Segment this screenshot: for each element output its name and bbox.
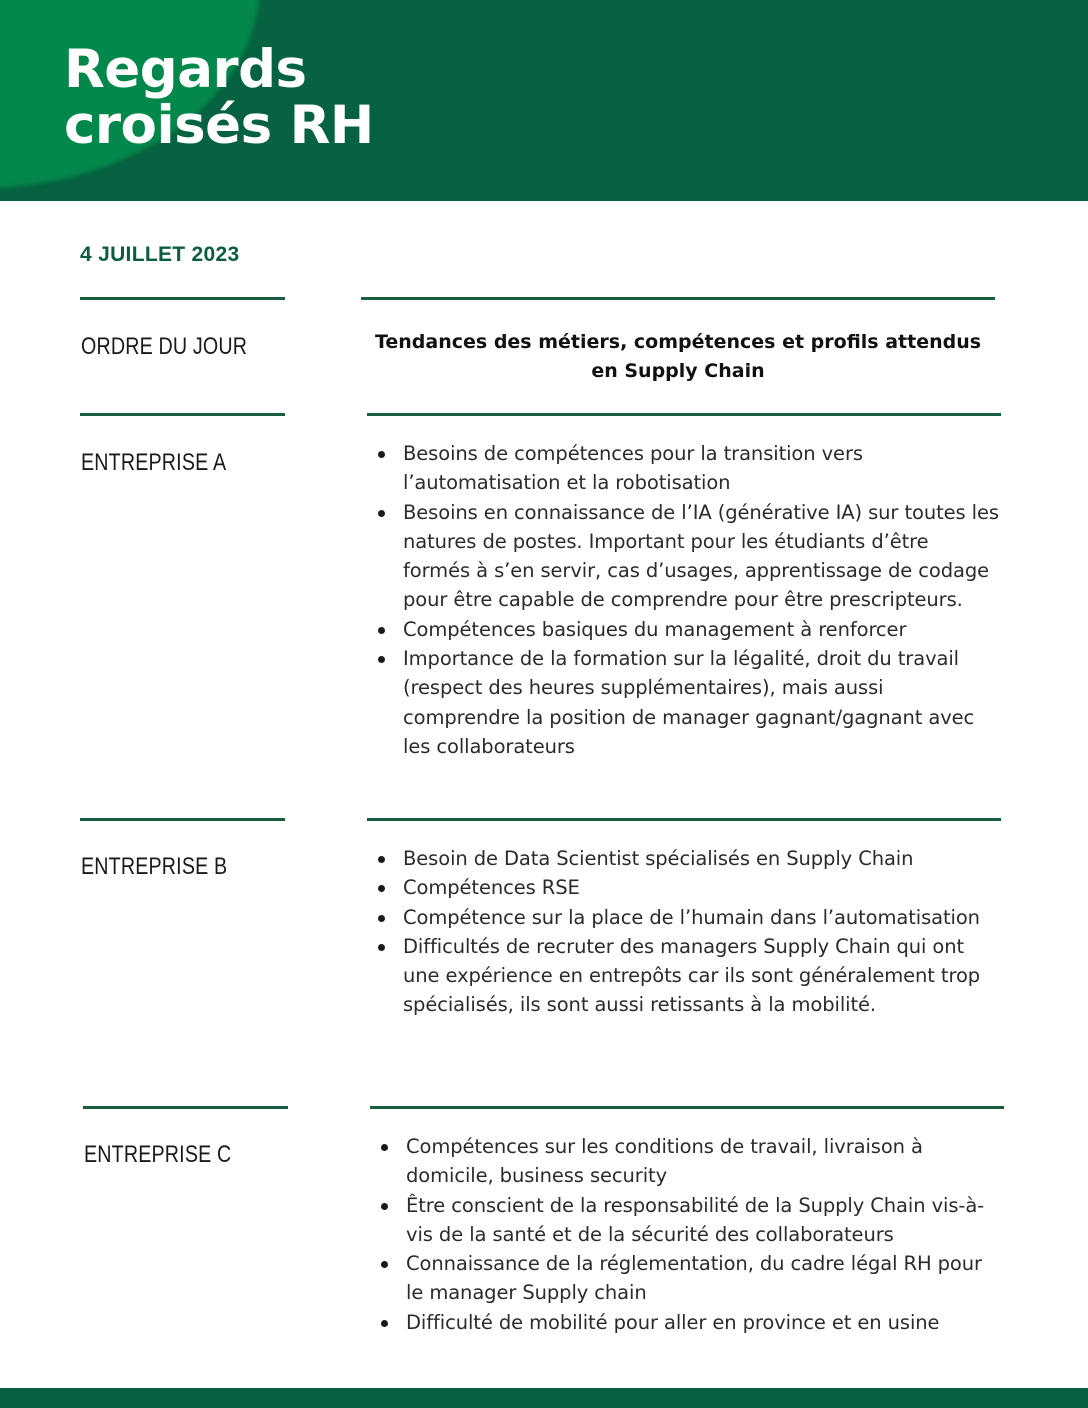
list-item: Compétences sur les conditions de travail, livraison à domicile, business security: [379, 1132, 1004, 1191]
list-item: Difficultés de recruter des managers Supply Chain qui ont une expérience en entrepôts car ils sont généralement trop spécialisés, ils sont aussi retissants à la mobilité.: [376, 932, 1001, 1020]
section-label-entreprise-a: ENTREPRISE A: [81, 449, 227, 476]
page-title: [64, 39, 464, 156]
list-item: Être conscient de la responsabilité de la Supply Chain vis-à-vis de la santé et de la sécurité des collaborateurs: [379, 1191, 1004, 1250]
divider-right-entreprise-c: [370, 1106, 1004, 1109]
agenda-label: ORDRE DU JOUR: [81, 333, 248, 360]
section-label-entreprise-c: ENTREPRISE C: [84, 1141, 232, 1168]
entreprise-b-list: [376, 844, 1001, 1020]
divider-left-entreprise-a: [80, 413, 285, 416]
title-line-1: Regards: [64, 39, 307, 100]
entreprise-c-list: [379, 1132, 1004, 1337]
divider-right-entreprise-a: [367, 413, 1001, 416]
divider-left-agenda: [80, 297, 285, 300]
list-item: Besoin de Data Scientist spécialisés en Supply Chain: [376, 844, 1001, 873]
entreprise-a-list: [376, 439, 1001, 761]
title-line-2: croisés RH: [64, 95, 374, 156]
list-item: Compétence sur la place de l’humain dans l’automatisation: [376, 903, 1001, 932]
list-item: Connaissance de la réglementation, du cadre légal RH pour le manager Supply chain: [379, 1249, 1004, 1308]
divider-left-entreprise-b: [80, 818, 285, 821]
footer-bar: [0, 1388, 1088, 1408]
divider-right-entreprise-b: [367, 818, 1001, 821]
header-banner: [0, 0, 1088, 201]
meeting-date: 4 JUILLET 2023: [80, 243, 240, 266]
list-item: Importance de la formation sur la légalité, droit du travail (respect des heures supplémentaires), mais aussi comprendre la position de manager gagnant/gagnant avec les collaborateurs: [376, 644, 1001, 761]
section-label-entreprise-b: ENTREPRISE B: [81, 853, 228, 880]
divider-left-entreprise-c: [83, 1106, 288, 1109]
list-item: Difficulté de mobilité pour aller en province et en usine: [379, 1308, 1004, 1337]
list-item: Besoins en connaissance de l’IA (générative IA) sur toutes les natures de postes. Important pour les étudiants d’être formés à s’en servir, cas d’usages, apprentissage de codage pour être capable de comprendre pour être prescripteurs.: [376, 498, 1001, 615]
agenda-topic: Tendances des métiers, compétences et profils attendus en Supply Chain: [374, 331, 982, 382]
list-item: Besoins de compétences pour la transition vers l’automatisation et la robotisation: [376, 439, 1001, 498]
list-item: Compétences RSE: [376, 873, 1001, 902]
list-item: Compétences basiques du management à renforcer: [376, 615, 1001, 644]
divider-right-agenda: [361, 297, 995, 300]
